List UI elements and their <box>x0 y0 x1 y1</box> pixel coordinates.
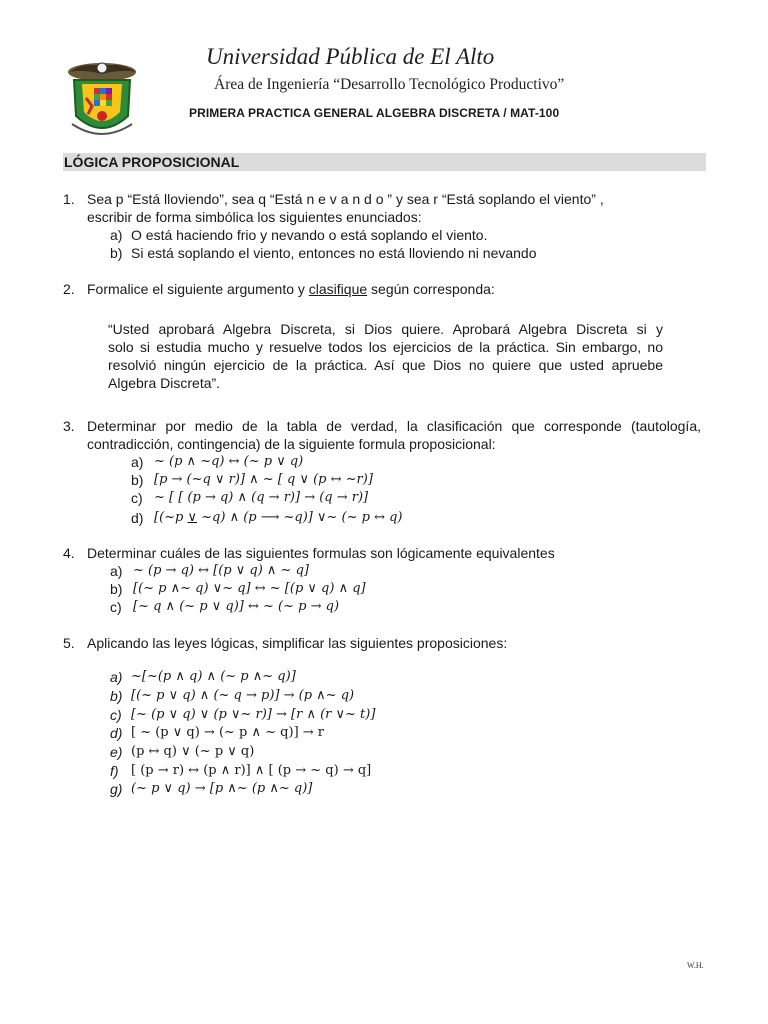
q5-item-label: c) <box>110 707 122 723</box>
q3-formula-part: ~q) ∧ (p ⟶ ~q)] ∨~ (~ p ↔ q) <box>197 510 403 525</box>
q5-formula: ~[~(p ∧ q) ∧ (~ p ∧~ q)] <box>131 669 296 684</box>
q4-formula: ~ (p → q) ↔ [(p ∨ q) ∧ ~ q] <box>133 563 309 578</box>
q3-number: 3. <box>63 418 75 434</box>
q3-line1: Determinar por medio de la tabla de verdad, la clasificación que corresponde (tautología, <box>87 418 701 434</box>
department-name: Área de Ingeniería “Desarrollo Tecnológico Productivo” <box>214 76 565 93</box>
q2-quote-line: “Usted aprobará Algebra Discreta, si Dios quiere. Aprobará Algebra Discreta si y <box>108 321 663 337</box>
q1-item-text: O está haciendo frio y nevando o está soplando el viento. <box>131 227 488 243</box>
practice-title: PRIMERA PRACTICA GENERAL ALGEBRA DISCRETA / MAT-100 <box>189 106 560 120</box>
q5-number: 5. <box>63 635 75 651</box>
q4-item-label: c) <box>110 599 122 615</box>
q5-formula: [ (p → r) ↔ (p ∧ r)] ∧ [ (p → ~ q) → q] <box>131 763 372 778</box>
q4-number: 4. <box>63 545 75 561</box>
q2-statement <box>87 280 495 298</box>
q4-formula: [(~ p ∧~ q) ∨~ q] ↔ ~ [(p ∨ q) ∧ q] <box>133 581 366 596</box>
q1-item-label: a) <box>110 227 123 243</box>
q3-item-label: c) <box>131 490 143 506</box>
q2-text-after: según corresponda: <box>367 281 495 297</box>
university-name: Universidad Pública de El Alto <box>206 44 495 69</box>
q5-item-label: b) <box>110 688 123 704</box>
q5-line1: Aplicando las leyes lógicas, simplificar las siguientes proposiciones: <box>87 635 508 651</box>
q1-item-text: Si está soplando el viento, entonces no está lloviendo ni nevando <box>131 245 537 261</box>
q5-item-label: e) <box>110 744 123 760</box>
q4-item-label: a) <box>110 563 123 579</box>
q2-underlined-word: clasifique <box>308 281 368 297</box>
q4-formula: [~ q ∧ (~ p ∨ q)] ↔ ~ (~ p → q) <box>133 599 340 614</box>
q2-quote-line: Algebra Discreta”. <box>108 375 221 391</box>
q5-item-label: a) <box>110 669 123 685</box>
q5-formula: [(~ p ∨ q) ∧ (~ q → p)] → (p ∧~ q) <box>131 688 355 703</box>
q5-item-label: g) <box>110 781 123 797</box>
q3-item-label: d) <box>131 510 144 526</box>
section-title: LÓGICA PROPOSICIONAL <box>63 153 706 171</box>
q3-item-label: a) <box>131 454 144 470</box>
q3-line2: contradicción, contingencia) de la siguiente formula proposicional: <box>87 436 496 452</box>
footer-initials: W.H. <box>687 961 704 970</box>
q5-formula: [~ (p ∨ q) ∨ (p ∨~ r)] → [r ∧ (r ∨~ t)] <box>131 707 376 722</box>
q4-item-label: b) <box>110 581 123 597</box>
q1-line1: Sea p “Está lloviendo”, sea q “Está n e v a n d o ” y sea r “Está soplando el viento” , <box>87 191 604 207</box>
q3-formula-part: [(~p <box>154 510 188 525</box>
q1-number: 1. <box>63 191 75 207</box>
university-logo <box>62 54 142 144</box>
q3-formula: ~ [ [ (p → q) ∧ (q → r)] → (q → r)] <box>154 490 369 505</box>
q2-text-before: Formalice el siguiente argumento y <box>87 281 309 297</box>
q3-formula: ~ (p ∧ ~q) ↔ (~ p ∨ q) <box>154 454 304 469</box>
q2-quote-line: solo si estudia mucho y resuelve todos los ejercicios de la práctica. Sin embargo, no <box>108 339 663 355</box>
q4-line1: Determinar cuáles de las siguientes formulas son lógicamente equivalentes <box>87 545 555 561</box>
q3-formula: [p → (~q ∨ r)] ∧ ~ [ q ∨ (p ↔ ~r)] <box>154 472 373 487</box>
q5-item-label: f) <box>110 763 119 779</box>
q5-formula: (~ p ∨ q) → [p ∧~ (p ∧~ q)] <box>131 781 313 796</box>
q3-underlined-or: ∨ <box>187 510 198 525</box>
q5-formula: [ ~ (p ∨ q) → (~ p ∧ ~ q)] → r <box>131 725 325 740</box>
q5-item-label: d) <box>110 725 123 741</box>
q3-formula <box>154 509 403 527</box>
q2-quote-line: resolvió ningún ejercicio de la práctica. Así que Dios no quiere que usted apruebe <box>108 357 663 373</box>
q2-number: 2. <box>63 281 75 297</box>
q1-line2: escribir de forma simbólica los siguientes enunciados: <box>87 209 422 225</box>
q1-item-label: b) <box>110 245 123 261</box>
q3-item-label: b) <box>131 472 144 488</box>
q5-formula: (p ↔ q) ∨ (~ p ∨ q) <box>131 744 255 759</box>
